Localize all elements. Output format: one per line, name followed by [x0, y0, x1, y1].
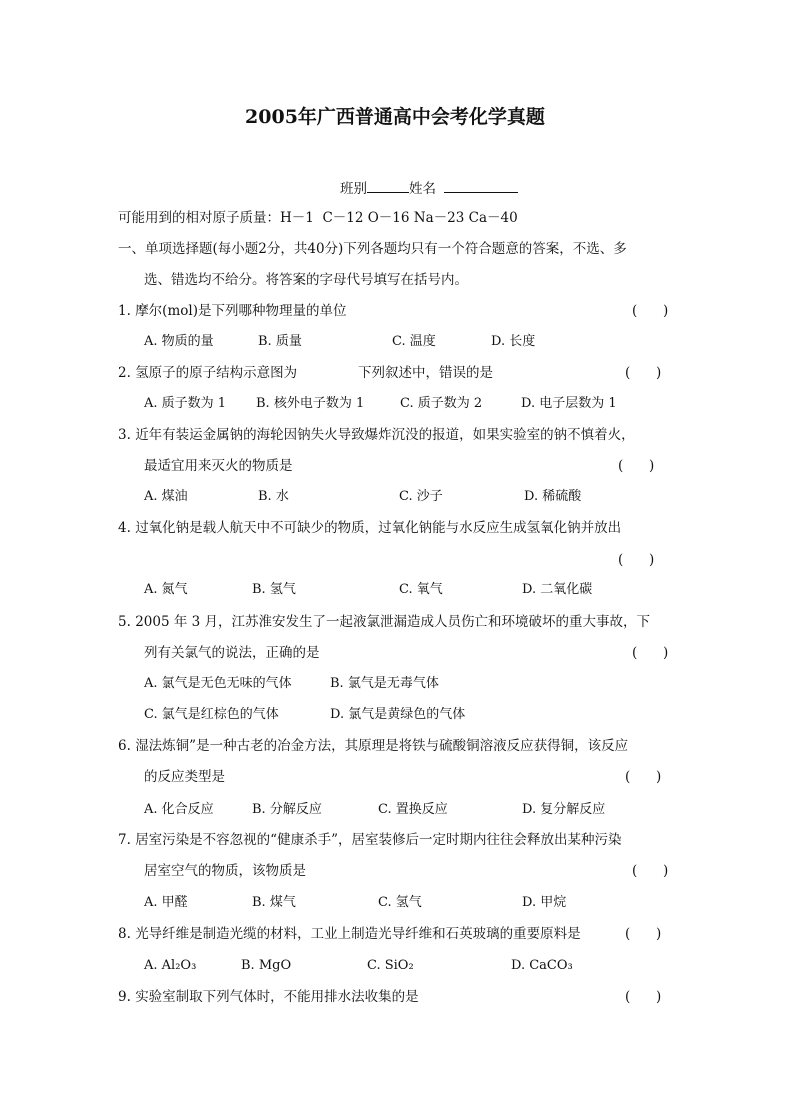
answer-paren-3[interactable]: ( ) — [618, 458, 655, 474]
name-blank[interactable] — [444, 178, 518, 193]
question-number: 4. — [118, 520, 131, 536]
q1-option-b[interactable]: B. 质量 — [258, 334, 302, 349]
question-text: 氢原子的原子结构示意图为 — [135, 365, 298, 381]
q8-option-c[interactable]: C. SiO₂ — [367, 958, 414, 973]
question-number: 2. — [118, 365, 131, 381]
question-8 — [118, 924, 581, 944]
page-title: 2005年广西普通高中会考化学真题 — [245, 106, 545, 128]
question-number: 5. — [118, 614, 131, 630]
question-6 — [118, 736, 628, 756]
q2-option-d[interactable]: D. 电子层数为 1 — [521, 396, 617, 411]
q8-option-b[interactable]: B. MgO — [241, 958, 292, 973]
q5-option-d[interactable]: D. 氯气是黄绿色的气体 — [330, 707, 466, 722]
q6-option-c[interactable]: C. 置换反应 — [378, 802, 448, 817]
q7-option-d[interactable]: D. 甲烷 — [522, 895, 567, 910]
question-3-text-cont: 最适宜用来灭火的物质是 — [144, 458, 293, 474]
answer-paren-9[interactable]: ( ) — [625, 989, 662, 1005]
question-number: 8. — [118, 926, 131, 942]
class-label: 班别 — [340, 181, 367, 197]
name-label: 姓名 — [409, 181, 436, 197]
q3-option-a[interactable]: A. 煤油 — [144, 489, 188, 504]
question-text: 居室污染是不容忽视的“健康杀手”，居室装修后一定时期内往往会释放出某种污染 — [135, 832, 622, 848]
q4-option-c[interactable]: C. 氧气 — [399, 582, 443, 597]
question-text: 摩尔(mol)是下列哪种物理量的单位 — [135, 303, 347, 319]
q8-option-a[interactable]: A. Al₂O₃ — [144, 958, 197, 973]
section-instructions-line1: 一、单项选择题(每小题2分，共40分)下列各题均只有一个符合题意的答案，不选、多 — [118, 241, 627, 257]
question-9 — [118, 987, 419, 1007]
section-instructions-line2: 选、错选均不给分。将答案的字母代号填写在括号内。 — [144, 272, 468, 288]
q1-option-d[interactable]: D. 长度 — [491, 334, 536, 349]
question-number: 7. — [118, 832, 131, 848]
question-text: 近年有装运金属钠的海轮因钠失火导致爆炸沉没的报道，如果实验室的钠不慎着火， — [135, 427, 635, 443]
q7-option-c[interactable]: C. 氢气 — [378, 895, 422, 910]
question-text: 实验室制取下列气体时，不能用排水法收集的是 — [135, 989, 419, 1005]
question-text: 2005 年 3 月，江苏淮安发生了一起液氯泄漏造成人员伤亡和环境破坏的重大事故，下 — [135, 614, 651, 630]
q7-option-b[interactable]: B. 煤气 — [252, 895, 296, 910]
q7-option-a[interactable]: A. 甲醛 — [144, 895, 188, 910]
q2-option-a[interactable]: A. 质子数为 1 — [144, 396, 227, 411]
q4-option-d[interactable]: D. 二氧化碳 — [522, 582, 593, 597]
question-6-text-cont: 的反应类型是 — [144, 769, 225, 785]
atomic-mass-line: 可能用到的相对原子质量：H－1 C－12 O－16 Na－23 Ca－40 — [118, 210, 518, 226]
question-2 — [118, 363, 297, 383]
q3-option-d[interactable]: D. 稀硫酸 — [524, 489, 582, 504]
q1-option-c[interactable]: C. 温度 — [392, 334, 436, 349]
question-number: 9. — [118, 989, 131, 1005]
question-number: 1. — [118, 303, 131, 319]
q5-option-a[interactable]: A. 氯气是无色无味的气体 — [144, 676, 292, 691]
question-4 — [118, 518, 621, 538]
question-text: 光导纤维是制造光缆的材料，工业上制造光导纤维和石英玻璃的重要原料是 — [135, 926, 581, 942]
question-7-text-cont: 居室空气的物质，该物质是 — [144, 863, 306, 879]
question-5 — [118, 612, 650, 632]
answer-paren-2[interactable]: ( ) — [625, 365, 662, 381]
question-number: 6. — [118, 738, 131, 754]
answer-paren-5[interactable]: ( ) — [632, 645, 669, 661]
q2-option-c[interactable]: C. 质子数为 2 — [400, 396, 483, 411]
q8-option-d[interactable]: D. CaCO₃ — [511, 958, 573, 973]
question-3 — [118, 425, 635, 445]
q4-option-a[interactable]: A. 氮气 — [144, 582, 188, 597]
answer-paren-4[interactable]: ( ) — [618, 552, 655, 568]
q5-option-b[interactable]: B. 氯气是无毒气体 — [330, 676, 439, 691]
answer-paren-6[interactable]: ( ) — [625, 769, 662, 785]
q6-option-d[interactable]: D. 复分解反应 — [522, 802, 606, 817]
question-1 — [118, 301, 346, 321]
question-text: 湿法炼铜”是一种古老的冶金方法，其原理是将铁与硫酸铜溶液反应获得铜，该反应 — [135, 738, 629, 754]
q1-option-a[interactable]: A. 物质的量 — [144, 334, 214, 349]
q3-option-c[interactable]: C. 沙子 — [399, 489, 443, 504]
answer-paren-1[interactable]: ( ) — [632, 303, 669, 319]
question-7 — [118, 830, 622, 850]
q3-option-b[interactable]: B. 水 — [258, 489, 289, 504]
answer-paren-7[interactable]: ( ) — [632, 863, 669, 879]
question-number: 3. — [118, 427, 131, 443]
q5-option-c[interactable]: C. 氯气是红棕色的气体 — [144, 707, 279, 722]
question-2-text-cont: 下列叙述中，错误的是 — [358, 365, 493, 381]
q6-option-b[interactable]: B. 分解反应 — [252, 802, 322, 817]
q4-option-b[interactable]: B. 氢气 — [252, 582, 296, 597]
q6-option-a[interactable]: A. 化合反应 — [144, 802, 214, 817]
answer-paren-8[interactable]: ( ) — [625, 926, 662, 942]
question-5-text-cont: 列有关氯气的说法，正确的是 — [144, 645, 320, 661]
q2-option-b[interactable]: B. 核外电子数为 1 — [256, 396, 365, 411]
student-info-line — [340, 178, 518, 199]
question-text: 过氧化钠是载人航天中不可缺少的物质，过氧化钠能与水反应生成氢氧化钠并放出 — [135, 520, 622, 536]
class-blank[interactable] — [367, 178, 409, 193]
